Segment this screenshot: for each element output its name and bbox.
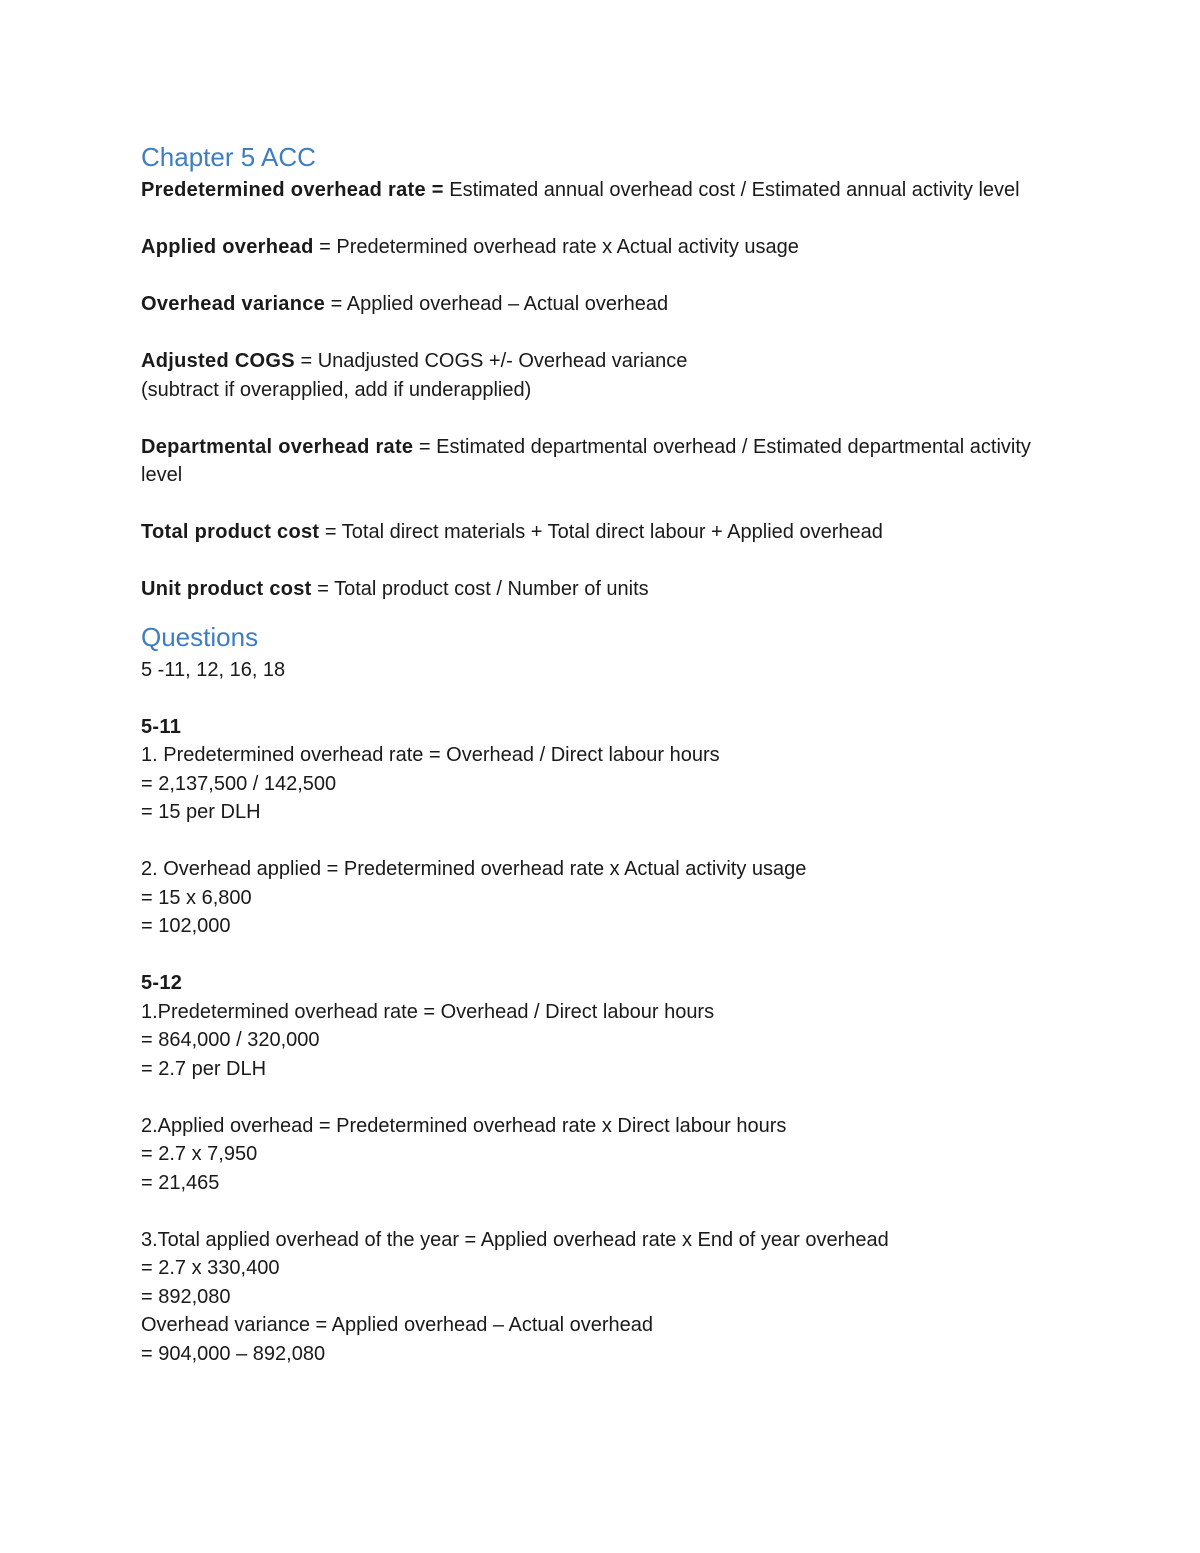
formula-applied-overhead bbox=[141, 233, 1061, 262]
formula-term: Unit product cost bbox=[141, 578, 312, 600]
formula-definition: = Predetermined overhead rate x Actual activity usage bbox=[313, 236, 799, 258]
formula-predetermined-rate bbox=[141, 176, 1061, 205]
q511-part1-line: 1. Predetermined overhead rate = Overhead / Direct labour hours bbox=[141, 744, 720, 766]
q512-part3-line: = 2.7 x 330,400 bbox=[141, 1257, 280, 1279]
q512-part3-line: = 904,000 – 892,080 bbox=[141, 1342, 326, 1365]
formula-unit-product-cost bbox=[141, 575, 1061, 604]
formula-term: Applied overhead bbox=[141, 236, 314, 258]
formula-definition: = Applied overhead – Actual overhead bbox=[325, 293, 669, 315]
formula-definition: = Estimated departmental overhead / Estimated departmental activity level bbox=[141, 435, 1037, 486]
formula-total-product-cost bbox=[141, 518, 1061, 547]
q512-part3-line: Overhead variance = Applied overhead – Actual overhead bbox=[141, 1314, 654, 1336]
document-page bbox=[141, 138, 1061, 1368]
formula-note: (subtract if overapplied, add if underapplied) bbox=[141, 378, 532, 401]
q511-part1-line: = 2,137,500 / 142,500 bbox=[141, 772, 337, 795]
q512-part3-line: 3.Total applied overhead of the year = Applied overhead rate x End of year overhead bbox=[141, 1228, 889, 1251]
formula-adjusted-cogs bbox=[141, 347, 1061, 376]
chapter-title: Chapter 5 ACC bbox=[141, 142, 316, 172]
formula-term: Overhead variance bbox=[141, 293, 326, 315]
q512-part2-line: 2.Applied overhead = Predetermined overhead rate x Direct labour hours bbox=[141, 1114, 787, 1137]
formula-term: Predetermined overhead rate = bbox=[141, 179, 444, 201]
q512-part1-line: = 864,000 / 320,000 bbox=[141, 1029, 320, 1051]
formula-term: Adjusted COGS bbox=[141, 350, 295, 372]
questions-title: Questions bbox=[141, 621, 259, 652]
q512-part3-line: = 892,080 bbox=[141, 1285, 231, 1308]
question-label-5-11: 5-11 bbox=[141, 715, 182, 738]
formula-definition: = Unadjusted COGS +/- Overhead variance bbox=[294, 350, 688, 372]
q511-part1-line: = 15 per DLH bbox=[141, 801, 261, 823]
formula-definition: Estimated annual overhead cost / Estimated annual activity level bbox=[443, 179, 1020, 201]
q511-part2-line: = 102,000 bbox=[141, 915, 231, 937]
q512-part2-line: = 21,465 bbox=[141, 1171, 220, 1194]
q511-part2-line: = 15 x 6,800 bbox=[141, 886, 252, 909]
questions-list: 5 -11, 12, 16, 18 bbox=[141, 658, 286, 681]
q511-part2-line: 2. Overhead applied = Predetermined overhead rate x Actual activity usage bbox=[141, 858, 807, 880]
formula-term: Departmental overhead rate bbox=[141, 435, 414, 458]
formula-definition: = Total product cost / Number of units bbox=[311, 578, 649, 600]
formula-overhead-variance bbox=[141, 290, 1061, 319]
q512-part1-line: = 2.7 per DLH bbox=[141, 1057, 267, 1080]
formula-term: Total product cost bbox=[141, 521, 320, 543]
q512-part1-line: 1.Predetermined overhead rate = Overhead / Direct labour hours bbox=[141, 1000, 715, 1023]
formula-definition: = Total direct materials + Total direct labour + Applied overhead bbox=[319, 521, 883, 543]
question-label-5-12: 5-12 bbox=[141, 972, 183, 994]
formula-departmental-rate bbox=[141, 433, 1061, 490]
q512-part2-line: = 2.7 x 7,950 bbox=[141, 1143, 258, 1165]
